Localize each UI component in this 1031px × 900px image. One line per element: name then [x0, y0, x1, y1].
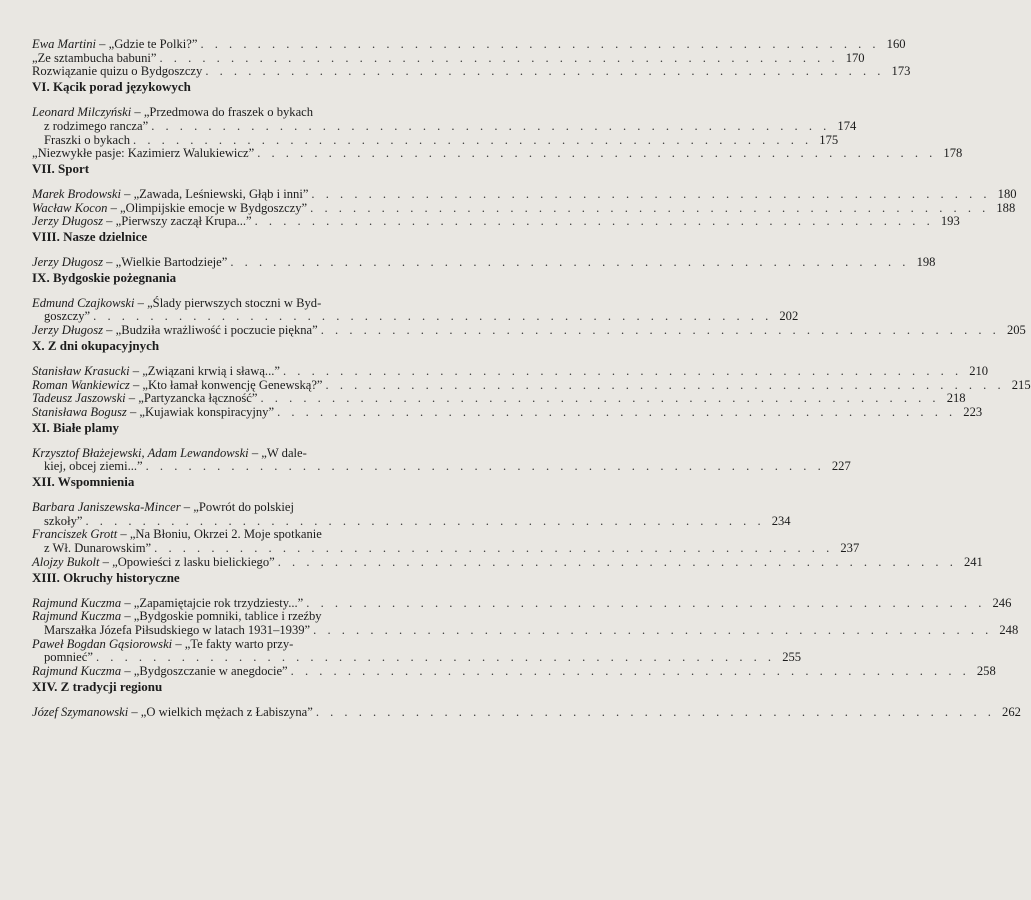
entry-text: Barbara Janiszewska-Mincer – „Powrót do polskiej: [32, 500, 294, 515]
toc-entry: [32, 64, 911, 79]
toc-line: [32, 513, 791, 529]
entry-title: „Przedmowa do fraszek o bykach: [143, 105, 314, 120]
page-number: 248: [999, 622, 1019, 637]
entry-text: Jerzy Długosz – „Wielkie Bartodzieje”: [32, 255, 228, 270]
dot-leader: [308, 188, 990, 202]
toc-line: [32, 404, 983, 420]
toc-entry: [32, 200, 1016, 216]
dot-leader: [257, 392, 939, 406]
page-number: 255: [782, 650, 802, 665]
dot-leader: [252, 215, 934, 229]
entry-text: Jerzy Długosz – „Budziła wrażliwość i poczucie piękna”: [32, 323, 318, 338]
page-number: 193: [940, 214, 960, 229]
dot-leader: [275, 556, 957, 570]
dot-leader: [280, 365, 962, 379]
entry-text: Ewa Martini – „Gdzie te Polki?”: [32, 37, 198, 51]
toc-entry: [32, 132, 839, 148]
entry-title: goszczy”: [44, 309, 91, 324]
toc-entry: [32, 636, 802, 665]
entry-title: „Ze sztambucha babuni”: [32, 50, 157, 65]
entry-text: Józef Szymanowski – „O wielkich mężach z Łabiszyna”: [32, 704, 313, 719]
page-number: 188: [996, 200, 1016, 215]
entry-text: Franciszek Grott – „Na Błoniu, Okrzei 2. Moje spotkanie: [32, 527, 322, 542]
entry-title: „Bydgoskie pomniki, tablice i rzeźby: [133, 609, 322, 624]
toc-line: [32, 37, 906, 52]
toc-entry: [32, 554, 983, 570]
toc-line: [32, 64, 911, 79]
toc-entry: [32, 214, 960, 229]
entry-title: Marszałka Józefa Piłsudskiego w latach 1931–1939”: [44, 622, 311, 637]
dot-leader: [143, 460, 825, 474]
entry-title: szkoły”: [44, 513, 83, 528]
entry-title: pomnieć”: [44, 650, 93, 665]
page-number: 241: [963, 554, 983, 569]
entry-text: Roman Wankiewicz – „Kto łamał konwencję Genewską?”: [32, 377, 323, 392]
toc-entry: [32, 595, 1012, 611]
toc-line: [32, 459, 851, 474]
toc-entry: [32, 404, 983, 420]
entry-author: Stanisław Krasucki: [32, 363, 130, 378]
toc-line: [32, 554, 983, 570]
entry-text: Stanisława Bogusz – „Kujawiak konspiracyjny”: [32, 404, 275, 419]
dot-leader: [323, 379, 1005, 393]
toc-section: [32, 79, 963, 161]
toc-line: [32, 363, 989, 379]
dot-leader: [82, 515, 764, 529]
toc-line: [32, 214, 960, 229]
entry-text: Tadeusz Jaszowski – „Partyzancka łączność”: [32, 391, 258, 406]
toc-entry: [32, 704, 1021, 720]
toc-entry: [32, 609, 1019, 637]
dot-leader: [313, 706, 995, 720]
dot-leader: [90, 310, 772, 324]
page-number: 258: [976, 664, 996, 679]
dot-leader: [307, 202, 989, 216]
entry-author: Jerzy Długosz: [32, 323, 104, 338]
dot-leader: [130, 134, 812, 148]
page-number: 234: [771, 513, 791, 528]
entry-author: Jerzy Długosz: [32, 255, 104, 270]
entry-title: „Pierwszy zaczął Krupa...”: [115, 214, 252, 229]
dot-leader: [148, 120, 830, 134]
section-heading: IX. Bydgoskie pożegnania: [32, 269, 177, 285]
section-heading: VI. Kącik porad językowych: [32, 79, 191, 95]
toc-line: [32, 377, 1031, 393]
entry-text: [44, 624, 310, 638]
entry-author: Leonard Milczyński: [32, 105, 132, 120]
entry-author: Rajmund Kuczma: [32, 664, 122, 679]
page-number: 202: [779, 309, 799, 324]
entry-text: Rajmund Kuczma – „Zapamiętajcie rok trzydziesty...”: [32, 595, 304, 610]
dot-leader: [318, 324, 1000, 338]
toc-section: [32, 337, 1031, 420]
toc-line: [32, 447, 463, 461]
entry-author: Józef Szymanowski: [32, 704, 129, 719]
toc-line: [32, 106, 463, 120]
toc-line: [32, 610, 463, 624]
entry-title: „Kto łamał konwencję Genewską?”: [142, 377, 323, 392]
toc-line: [32, 528, 463, 542]
entry-author: Stanisława Bogusz: [32, 404, 127, 419]
page-number: 160: [886, 37, 906, 51]
entry-text: [32, 65, 202, 79]
entry-author: Paweł Bogdan Gąsiorowski: [32, 636, 173, 651]
toc-line: [32, 622, 1019, 638]
page-number: 218: [946, 391, 966, 406]
toc-section: [32, 160, 1017, 229]
toc-line: [32, 200, 1016, 216]
entry-author: Alojzy Bukolt: [32, 554, 100, 569]
entry-title: „Opowieści z lasku bielickiego”: [112, 554, 275, 569]
entry-title: z rodzimego rancza”: [44, 118, 149, 133]
entry-author: Roman Wankiewicz: [32, 377, 130, 392]
entry-author: Marek Brodowski: [32, 186, 121, 201]
page-number: 205: [1006, 323, 1026, 338]
page-number: 246: [992, 595, 1012, 610]
toc-line: [32, 186, 1017, 202]
entry-text: Marek Brodowski – „Zawada, Leśniewski, Głąb i inni”: [32, 186, 309, 201]
entry-author: Jerzy Długosz: [32, 214, 104, 229]
entry-title: z Wł. Dunarowskim”: [44, 541, 152, 556]
entry-title: „Kujawiak konspiracyjny”: [139, 404, 275, 419]
page-number: 237: [840, 541, 860, 556]
toc-line: [32, 650, 802, 665]
page-number: 227: [831, 459, 851, 474]
entry-title: Rozwiązanie quizu o Bydgoszczy: [32, 64, 203, 79]
toc-entry: [32, 445, 851, 474]
entry-title: „Olimpijskie emocje w Bydgoszczy”: [120, 200, 308, 215]
dot-leader: [151, 542, 833, 556]
toc-line: [32, 297, 463, 311]
section-heading: XII. Wspomnienia: [32, 474, 135, 490]
page-number: 198: [916, 255, 936, 270]
entry-text: [44, 134, 130, 148]
entry-text: Alojzy Bukolt – „Opowieści z lasku bielickiego”: [32, 554, 275, 569]
entry-title: „Partyzancka łączność”: [138, 391, 258, 406]
entry-text: [44, 120, 148, 134]
page-number: 215: [1011, 377, 1031, 392]
dot-leader: [202, 65, 884, 79]
toc-entry: [32, 377, 1031, 393]
entry-text: Jerzy Długosz – „Pierwszy zaczął Krupa...”: [32, 214, 252, 229]
toc-line: [32, 255, 936, 270]
toc-entry: [32, 186, 1017, 202]
toc-entry: [32, 527, 860, 556]
toc-entry: [32, 500, 791, 528]
section-heading: XIV. Z tradycji regionu: [32, 678, 163, 694]
toc-line: [32, 309, 799, 324]
entry-title: „Niezwykłe pasje: Kazimierz Walukiewicz”: [32, 146, 255, 161]
dot-leader: [197, 38, 879, 52]
entry-title: „Wielkie Bartodzieje”: [115, 255, 228, 270]
entry-author: Barbara Janiszewska-Mincer: [32, 500, 181, 515]
entry-text: Wacław Kocon – „Olimpijskie emocje w Bydgoszczy”: [32, 200, 308, 215]
toc-line: [32, 541, 860, 556]
toc-entry: [32, 323, 1026, 338]
toc-entry: [32, 50, 865, 66]
entry-title: „Na Błoniu, Okrzei 2. Moje spotkanie: [129, 527, 322, 542]
entry-title: „Ślady pierwszych stoczni w Byd-: [147, 295, 322, 310]
dot-leader: [310, 624, 992, 638]
entry-text: [44, 651, 93, 665]
entry-text: [32, 147, 254, 161]
toc-section: [32, 678, 1021, 720]
entry-text: Paweł Bogdan Gąsiorowski – „Te fakty warto przy-: [32, 636, 294, 651]
entry-title: „Te fakty warto przy-: [184, 636, 294, 651]
entry-title: „W dale-: [261, 445, 307, 460]
dot-leader: [288, 665, 970, 679]
toc-entry: [32, 391, 966, 406]
page-number: 174: [837, 118, 857, 133]
entry-text: Rajmund Kuczma – „Bydgoszczanie w anegdocie”: [32, 664, 288, 679]
toc-section: [32, 269, 1026, 338]
entry-title: „Gdzie te Polki?”: [108, 37, 198, 51]
entry-text: [44, 542, 151, 556]
entry-title: „Zapamiętajcie rok trzydziesty...”: [133, 595, 304, 610]
entry-text: Edmund Czajkowski – „Ślady pierwszych stoczni w Byd-: [32, 295, 322, 310]
entry-text: [44, 460, 143, 474]
page-number: 173: [891, 64, 911, 79]
dot-leader: [254, 147, 936, 161]
toc-entry: [32, 664, 996, 679]
entry-author: Krzysztof Błażejewski, Adam Lewandowski: [32, 445, 249, 460]
entry-text: [44, 310, 90, 324]
section-heading: XI. Białe plamy: [32, 419, 120, 435]
dot-leader: [93, 651, 775, 665]
table-of-contents: [32, 37, 1031, 720]
entry-text: Leonard Milczyński – „Przedmowa do fraszek o bykach: [32, 105, 314, 120]
entry-text: [44, 515, 82, 529]
entry-author: Edmund Czajkowski: [32, 295, 135, 310]
toc-line: [32, 50, 865, 66]
dot-leader: [227, 256, 909, 270]
dot-leader: [156, 52, 838, 66]
entry-author: Rajmund Kuczma: [32, 609, 122, 624]
toc-line: [32, 132, 839, 148]
toc-entry: [32, 255, 936, 270]
toc-entry: [32, 363, 989, 379]
dot-leader: [303, 597, 985, 611]
entry-title: „O wielkich mężach z Łabiszyna”: [140, 704, 313, 719]
entry-author: Franciszek Grott: [32, 527, 118, 542]
entry-author: Tadeusz Jaszowski: [32, 391, 126, 406]
page-number: 223: [963, 404, 983, 419]
entry-title: kiej, obcej ziemi...”: [44, 459, 143, 474]
toc-line: [32, 323, 1026, 338]
entry-title: „Bydgoszczanie w anegdocie”: [133, 664, 288, 679]
section-heading: VII. Sport: [32, 160, 90, 176]
toc-entry: [32, 37, 906, 52]
page-number: 170: [845, 50, 865, 65]
entry-text: Krzysztof Błażejewski, Adam Lewandowski – „W dale-: [32, 445, 307, 460]
section-heading: VIII. Nasze dzielnice: [32, 229, 148, 245]
toc-line: [32, 118, 857, 134]
toc-line: [32, 664, 996, 679]
toc-section: [32, 37, 911, 79]
entry-title: „Związani krwią i sławą...”: [142, 363, 280, 378]
toc-line: [32, 638, 463, 652]
entry-title: „Powrót do polskiej: [193, 500, 294, 515]
page-number: 175: [819, 132, 839, 147]
toc-section: [32, 474, 983, 570]
page-number: 180: [997, 186, 1017, 201]
toc-entry: [32, 105, 857, 133]
page-number: 262: [1002, 704, 1021, 719]
toc-entry: [32, 146, 963, 161]
entry-author: Wacław Kocon: [32, 200, 108, 215]
page-number: 178: [943, 146, 963, 161]
entry-author: Ewa Martini: [32, 37, 97, 51]
toc-line: [32, 391, 966, 406]
toc-line: [32, 704, 1021, 720]
page-number: 210: [969, 363, 989, 378]
entry-text: Stanisław Krasucki – „Związani krwią i sławą...”: [32, 363, 280, 378]
entry-title: „Zawada, Leśniewski, Głąb i inni”: [133, 186, 309, 201]
toc-line: [32, 501, 463, 515]
toc-entry: [32, 295, 799, 324]
entry-text: [32, 52, 156, 66]
dot-leader: [274, 406, 956, 420]
toc-line: [32, 146, 963, 161]
section-heading: XIII. Okruchy historyczne: [32, 569, 180, 585]
toc-section: [32, 419, 851, 474]
entry-title: Fraszki o bykach: [44, 132, 131, 147]
entry-author: Rajmund Kuczma: [32, 595, 122, 610]
entry-text: Rajmund Kuczma – „Bydgoskie pomniki, tablice i rzeźby: [32, 609, 322, 624]
toc-section: [32, 569, 1019, 679]
toc-line: [32, 595, 1012, 611]
section-heading: X. Z dni okupacyjnych: [32, 337, 160, 353]
toc-section: [32, 229, 936, 270]
entry-title: „Budziła wrażliwość i poczucie piękna”: [115, 323, 318, 338]
